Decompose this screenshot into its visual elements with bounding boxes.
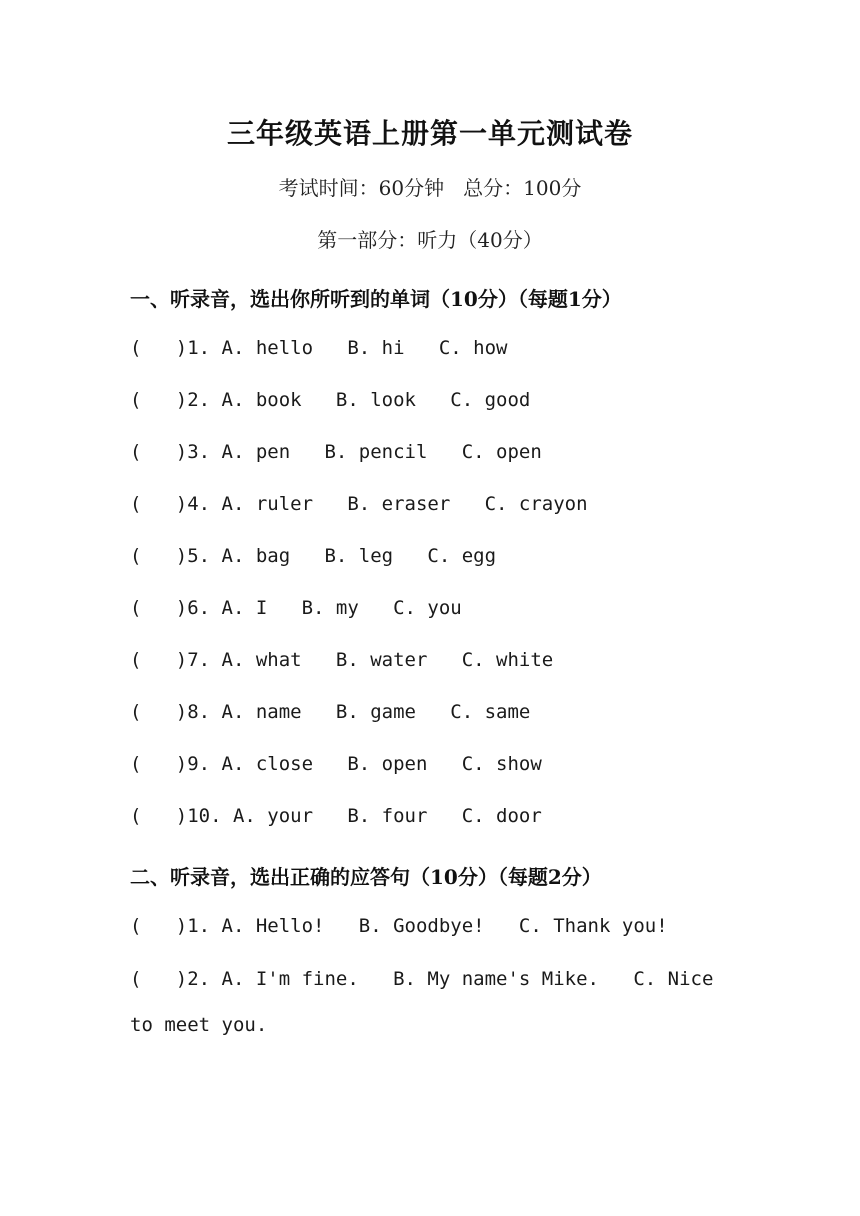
question-row: ( )1. A. hello B. hi C. how (130, 337, 508, 359)
question-row: ( )2. A. book B. look C. good (130, 389, 531, 411)
question-row: ( )5. A. bag B. leg C. egg (130, 545, 497, 567)
page-title: 三年级英语上册第一单元测试卷 (226, 117, 633, 150)
question-row: ( )1. A. Hello! B. Goodbye! C. Thank you! (130, 915, 668, 937)
question-row: ( )9. A. close B. open C. show (130, 753, 542, 775)
question-row: ( )10. A. your B. four C. door (130, 805, 542, 827)
question-row: ( )8. A. name B. game C. same (130, 701, 531, 723)
question-row: ( )7. A. what B. water C. white (130, 649, 554, 671)
question-row: ( )6. A. I B. my C. you (130, 597, 462, 619)
section-1-heading: 一、听录音，选出你所听到的单词（10分）（每题1分） (130, 287, 622, 311)
section-2-heading: 二、听录音，选出正确的应答句（10分）（每题2分） (130, 865, 602, 889)
part-heading: 第一部分：听力（40分） (317, 228, 543, 252)
question-row: ( )2. A. I'm fine. B. My name's Mike. C. Nice to meet you. (130, 968, 725, 1036)
question-row: ( )4. A. ruler B. eraser C. crayon (130, 493, 588, 515)
exam-meta: 考试时间：60分钟 总分：100分 (278, 176, 582, 200)
question-row: ( )3. A. pen B. pencil C. open (130, 441, 542, 463)
